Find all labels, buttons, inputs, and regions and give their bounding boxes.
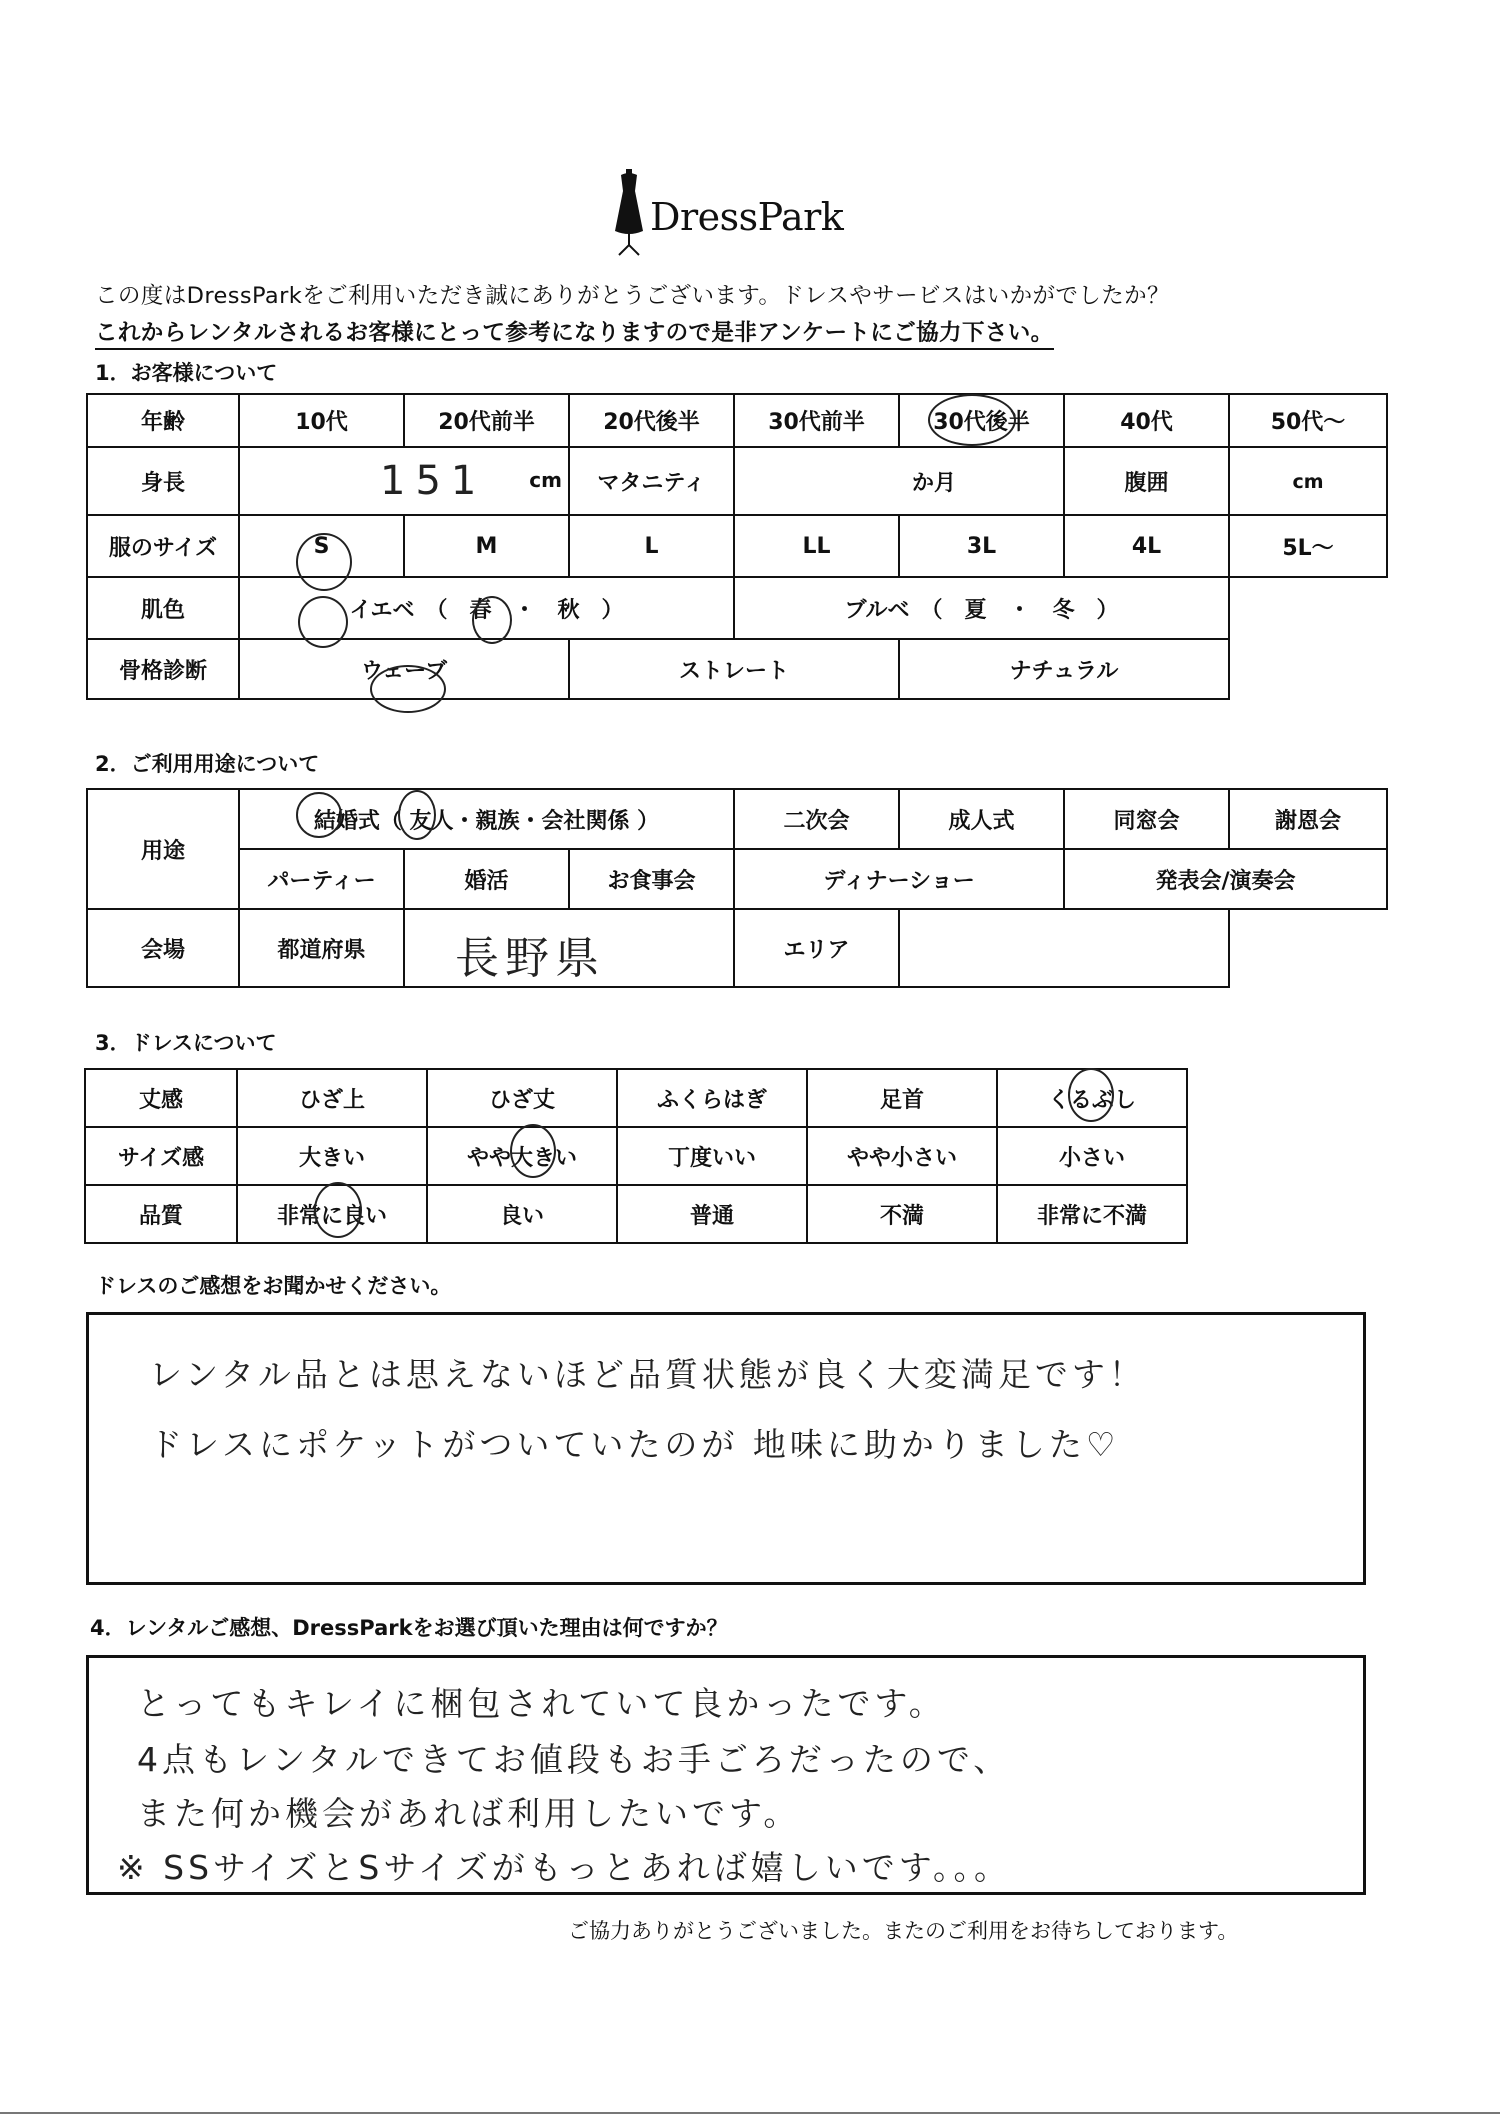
empty-cell <box>1229 639 1387 699</box>
height-field[interactable] <box>239 447 569 515</box>
answer-line: 4点もレンタルできてお値段もお手ごろだったので、 <box>137 1740 1011 1779</box>
size-option[interactable]: 5L～ <box>1229 515 1387 577</box>
purpose-option[interactable]: 謝恩会 <box>1229 789 1387 849</box>
frame-option[interactable]: ナチュラル <box>899 639 1229 699</box>
purpose-option[interactable]: お食事会 <box>569 849 734 909</box>
age-option[interactable]: 10代 <box>239 394 404 447</box>
frame-option-selected[interactable]: ウェーブ <box>239 639 569 699</box>
purpose-option[interactable]: ディナーショー <box>734 849 1064 909</box>
age-option[interactable]: 30代前半 <box>734 394 899 447</box>
section3-title: 3．ドレスについて <box>95 1031 277 1055</box>
empty-cell <box>1229 909 1387 987</box>
age-option[interactable]: 20代後半 <box>569 394 734 447</box>
comment-line: レンタル品とは思えないほど品質状態が良く大変満足です！ <box>149 1355 1146 1394</box>
size-option[interactable]: LL <box>734 515 899 577</box>
section1-title: 1．お客様について <box>95 361 278 385</box>
age-label: 年齢 <box>87 394 239 447</box>
prefecture-field[interactable] <box>404 909 734 987</box>
fit-option[interactable]: 小さい <box>997 1127 1187 1185</box>
footer-thanks: ご協力ありがとうございました。またのご利用をお待ちしております。 <box>568 1919 1239 1943</box>
height-label: 身長 <box>87 447 239 515</box>
height-unit: cm <box>529 468 562 492</box>
quality-option[interactable]: 良い <box>427 1185 617 1243</box>
waist-unit: cm <box>1292 470 1324 493</box>
fit-option[interactable]: 丁度いい <box>617 1127 807 1185</box>
comment-prompt: ドレスのご感想をお聞かせください。 <box>95 1274 452 1298</box>
logo-text: DressPark <box>650 195 844 239</box>
section2-title: 2．ご利用用途について <box>95 752 320 776</box>
age-option[interactable]: 20代前半 <box>404 394 569 447</box>
intro-request: これからレンタルされるお客様にとって参考になりますので是非アンケートにご協力下さい。 <box>95 315 1054 350</box>
quality-option[interactable]: 不満 <box>807 1185 997 1243</box>
dress-comment-box[interactable] <box>86 1312 1366 1585</box>
fit-option[interactable]: 大きい <box>237 1127 427 1185</box>
quality-option[interactable]: 普通 <box>617 1185 807 1243</box>
waist-field[interactable] <box>1229 447 1387 515</box>
venue-row <box>87 909 1387 987</box>
waist-label: 腹囲 <box>1064 447 1229 515</box>
frame-label: 骨格診断 <box>87 639 239 699</box>
dress-form-icon <box>612 169 646 259</box>
frame-option[interactable]: ストレート <box>569 639 899 699</box>
length-option[interactable]: 足首 <box>807 1069 997 1127</box>
purpose-option[interactable]: 婚活 <box>404 849 569 909</box>
intro-text: この度はDressParkをご利用いただき誠にありがとうございます。ドレスやサービスはいかがでしたか？ <box>95 283 1170 309</box>
venue-label: 会場 <box>87 909 239 987</box>
fit-row <box>85 1127 1187 1185</box>
length-label: 丈感 <box>85 1069 237 1127</box>
size-option[interactable]: 3L <box>899 515 1064 577</box>
quality-row <box>85 1185 1187 1243</box>
maternity-field[interactable] <box>734 447 1064 515</box>
empty-cell <box>1229 577 1387 639</box>
size-row <box>87 515 1387 577</box>
dresspark-logo <box>612 165 912 265</box>
reason-answer-box[interactable] <box>86 1655 1366 1895</box>
answer-line: とってもキレイに梱包されていて良かったです。 <box>137 1684 946 1723</box>
prefecture-label: 都道府県 <box>239 909 404 987</box>
age-option-selected[interactable]: 30代後半 <box>899 394 1064 447</box>
purpose-label: 用途 <box>87 789 239 909</box>
quality-option[interactable]: 非常に不満 <box>997 1185 1187 1243</box>
purpose-table <box>86 788 1388 988</box>
fit-option-selected[interactable]: やや大きい <box>427 1127 617 1185</box>
purpose-option[interactable]: 成人式 <box>899 789 1064 849</box>
section4-title: 4．レンタルご感想、DressParkをお選び頂いた理由は何ですか？ <box>90 1616 728 1640</box>
skin-yellow-option[interactable]: イエベ （ 春 ・ 秋 ） <box>239 577 734 639</box>
skin-row <box>87 577 1387 639</box>
dress-table <box>84 1068 1188 1244</box>
quality-option-selected[interactable]: 非常に良い <box>237 1185 427 1243</box>
skin-label: 肌色 <box>87 577 239 639</box>
comment-line: ドレスにポケットがついていたのが 地味に助かりました♡ <box>149 1425 1120 1464</box>
answer-line: ※ SSサイズとSサイズがもっとあれば嬉しいです。。。 <box>117 1848 1012 1887</box>
quality-label: 品質 <box>85 1185 237 1243</box>
length-option[interactable]: ひざ上 <box>237 1069 427 1127</box>
answer-line: また何か機会があれば利用したいです。 <box>137 1794 801 1833</box>
size-option[interactable]: 4L <box>1064 515 1229 577</box>
purpose-option[interactable]: 同窓会 <box>1064 789 1229 849</box>
age-option[interactable]: 40代 <box>1064 394 1229 447</box>
scan-edge-line <box>0 2112 1500 2114</box>
fit-option[interactable]: やや小さい <box>807 1127 997 1185</box>
age-row <box>87 394 1387 447</box>
purpose-row-1 <box>87 789 1387 849</box>
area-label: エリア <box>734 909 899 987</box>
length-option-selected[interactable]: くるぶし <box>997 1069 1187 1127</box>
purpose-option[interactable]: パーティー <box>239 849 404 909</box>
size-option-selected[interactable]: S <box>239 515 404 577</box>
months-unit: か月 <box>911 470 956 496</box>
length-row <box>85 1069 1187 1127</box>
purpose-option[interactable]: 二次会 <box>734 789 899 849</box>
size-option[interactable]: L <box>569 515 734 577</box>
size-option[interactable]: M <box>404 515 569 577</box>
skin-blue-option[interactable]: ブルベ （ 夏 ・ 冬 ） <box>734 577 1229 639</box>
length-option[interactable]: ふくらはぎ <box>617 1069 807 1127</box>
purpose-row-2 <box>87 849 1387 909</box>
prefecture-value: 長野県 <box>455 933 605 984</box>
customer-table <box>86 393 1388 700</box>
age-option[interactable]: 50代～ <box>1229 394 1387 447</box>
length-option[interactable]: ひざ丈 <box>427 1069 617 1127</box>
height-row <box>87 447 1387 515</box>
maternity-label: マタニティ <box>569 447 734 515</box>
area-field[interactable] <box>899 909 1229 987</box>
height-value: 151 <box>380 458 487 504</box>
size-label: 服のサイズ <box>87 515 239 577</box>
purpose-option[interactable]: 発表会/演奏会 <box>1064 849 1387 909</box>
fit-label: サイズ感 <box>85 1127 237 1185</box>
purpose-wedding[interactable]: 結婚式（ 友人・親族・会社関係 ） <box>239 789 734 849</box>
frame-row <box>87 639 1387 699</box>
